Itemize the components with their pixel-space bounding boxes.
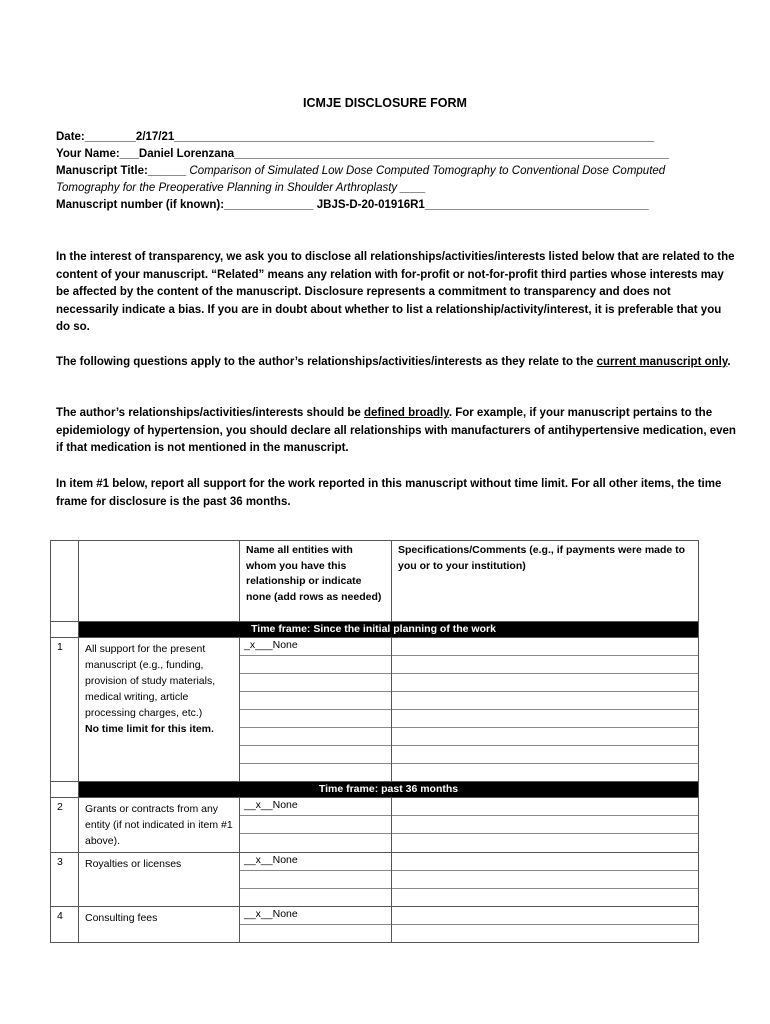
intro-paragraph-4: In item #1 below, report all support for the work reported in this manuscript without time limit. For all other items, the time frame for disclosure is the past 36 months. [56,478,722,508]
specification-field[interactable] [392,710,698,728]
item-number: 3 [51,853,79,907]
manuscript-number-field[interactable]: JBJS-D-20-01916R1 [313,199,425,211]
entity-field[interactable]: _x___None [240,638,391,656]
specification-cells [392,853,699,907]
entity-field[interactable] [240,925,391,942]
specification-field[interactable] [392,816,698,834]
entity-field[interactable]: __x__None [240,907,391,925]
date-trail: ___________________________________________________________________________ [174,131,654,143]
manuscript-number-trail: ___________________________________ [424,199,649,211]
entity-field[interactable] [240,871,391,889]
intro-p2-end: . [727,356,731,368]
table-row [51,907,699,943]
intro-p3-text: The author’s relationships/activities/interests should be [56,407,365,419]
intro-p3-underlined: defined broadly [364,407,449,419]
column-header-specifications: Specifications/Comments (e.g., if payments were made to you or to your institution) [392,541,699,622]
item-description-text: All support for the present manuscript (e.g., funding, provision of study materials, medical writing, article processing charges, etc.) [85,643,216,719]
specification-field[interactable] [392,764,698,781]
specification-field[interactable] [392,889,698,906]
entity-cells [240,798,392,853]
item-description: Grants or contracts from any entity (if not indicated in item #1 above). [79,798,240,853]
manuscript-title-field[interactable]: Comparison of Simulated Low Dose Computed Tomography to Conventional Dose Computed Tomography for the Preoperative Planning in Shoulder Arthroplasty [56,165,666,194]
specification-field[interactable] [392,638,698,656]
item-description [79,638,240,782]
disclosure-table [50,540,699,943]
entity-cells [240,638,392,782]
item-number: 4 [51,907,79,943]
manuscript-number-line [56,197,696,214]
specification-field[interactable] [392,925,698,942]
entity-field[interactable] [240,728,391,746]
timeframe-label-2: Time frame: past 36 months [79,782,699,798]
manuscript-title-trail: ____ [397,182,426,194]
item-description: Consulting fees [79,907,240,943]
table-row [51,853,699,907]
entity-field[interactable] [240,764,391,781]
specification-field[interactable] [392,871,698,889]
timeframe-row-1 [51,622,699,638]
table-row [51,638,699,782]
date-line [56,129,696,146]
item-description: Royalties or licenses [79,853,240,907]
entity-field[interactable] [240,834,391,851]
name-line [56,146,696,163]
manuscript-title-line [56,163,726,197]
specification-field[interactable] [392,728,698,746]
specification-cells [392,798,699,853]
manuscript-number-label: Manuscript number (if known):______________ [56,199,314,211]
timeframe-label-1: Time frame: Since the initial planning of the work [79,622,699,638]
entity-field[interactable]: __x__None [240,798,391,816]
specification-field[interactable] [392,692,698,710]
entity-field[interactable] [240,889,391,906]
header-desc-cell [79,541,240,622]
entity-field[interactable] [240,674,391,692]
column-header-entities: Name all entities with whom you have this relationship or indicate none (add rows as needed) [240,541,392,622]
manuscript-title-label: Manuscript Title:______ [56,165,187,177]
date-label: Date:________ [56,131,136,143]
item-number: 2 [51,798,79,853]
name-field[interactable]: Daniel Lorenzana [138,148,235,160]
item-description-note: No time limit for this item. [85,723,214,735]
intro-paragraph-3 [56,405,736,458]
specification-field[interactable] [392,834,698,851]
specification-field[interactable] [392,798,698,816]
entity-cells [240,907,392,943]
specification-cells [392,907,699,943]
entity-field[interactable] [240,746,391,764]
form-title: ICMJE DISCLOSURE FORM [303,96,467,110]
specification-field[interactable] [392,674,698,692]
timeframe-row-2 [51,782,699,798]
entity-cells [240,853,392,907]
specification-field[interactable] [392,907,698,925]
header-block [56,129,726,214]
entity-field[interactable] [240,692,391,710]
name-label: Your Name:___ [56,148,139,160]
specification-cells [392,638,699,782]
table-row [51,798,699,853]
specification-field[interactable] [392,853,698,871]
intro-p2-underlined: current manuscript only [596,356,728,368]
intro-paragraph-2 [56,354,736,372]
header-num-cell [51,541,79,622]
entity-field[interactable] [240,816,391,834]
specification-field[interactable] [392,656,698,674]
intro-p3-rest: . For example, if your manuscript pertains to the epidemiology of hypertension, you should declare all relationships with manufacturers of antihypertensive medication, even if that medication is not mentioned in the manuscript. [56,407,736,454]
intro-p2-text: The following questions apply to the author’s relationships/activities/interests as they relate to the [56,356,597,368]
specification-field[interactable] [392,746,698,764]
table-header-row [51,541,699,622]
item-number: 1 [51,638,79,782]
entity-field[interactable] [240,710,391,728]
name-trail: ____________________________________________________________________ [234,148,670,160]
entity-field[interactable]: __x__None [240,853,391,871]
intro-paragraph-1: In the interest of transparency, we ask you to disclose all relationships/activities/interests listed below that are related to the content of your manuscript. “Related” means any relation with for-profit or not-for-profit third parties whose interests may be affected by the content of the manuscript. Disclosure represents a commitment to transparency and does not necessarily indicate a bias. If you are in doubt about whether to list a relationship/activity/interest, it is preferable that you do so. [56,251,735,333]
entity-field[interactable] [240,656,391,674]
date-field[interactable]: 2/17/21 [135,131,175,143]
